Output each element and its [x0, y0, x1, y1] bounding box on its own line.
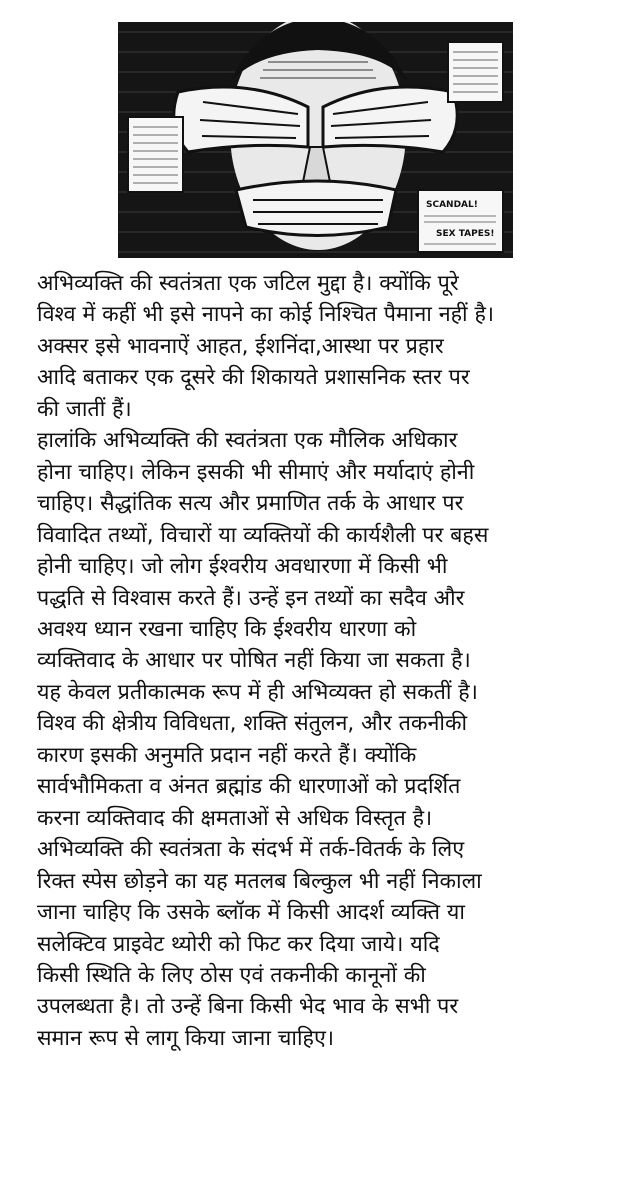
article-line: सार्वभौमिकता व अंनत ब्रह्मांड की धारणाओं को प्रदर्शित — [37, 774, 461, 800]
article-line: सलेक्टिव प्राइवेट थ्योरी को फिट कर दिया जाये। यदि — [37, 931, 440, 957]
article-line: हालांकि अभिव्यक्ति की स्वतंत्रता एक मौलिक अधिकार — [37, 428, 458, 454]
article-line: अक्सर इसे भावनाऐं आहत, ईशनिंदा,आस्था पर प्रहार — [37, 333, 444, 359]
article-line: अवश्य ध्यान रखना चाहिए कि ईश्वरीय धारणा को — [37, 616, 417, 642]
face-covered-by-hands-icon — [118, 22, 513, 258]
article-line: अभिव्यक्ति की स्वतंत्रता एक जटिल मुद्दा है। क्योंकि पूरे — [37, 271, 459, 296]
article-line: उपलब्धता है। तो उन्हें बिना किसी भेद भाव के सभी पर — [37, 994, 459, 1020]
newspaper-headline-2: SEX TAPES! — [436, 229, 495, 239]
article-line: विश्व में कहीं भी इसे नापने का कोई निश्चित पैमाना नहीं है। — [37, 302, 495, 328]
article-line: होनी चाहिए। जो लोग ईश्वरीय अवधारणा में किसी भी — [37, 554, 448, 580]
article-line: यह केवल प्रतीकात्मक रूप में ही अभिव्यक्त हो सकतीं है। — [37, 679, 478, 705]
article-line: चाहिए। सैद्धांतिक सत्य और प्रमाणित तर्क के आधार पर — [37, 491, 464, 517]
article-line: विवादित तथ्यों, विचारों या व्यक्तियों की कार्यशैली पर बहस — [37, 522, 489, 548]
article-line: कारण इसकी अनुमति प्रदान नहीं करते हैं। क्योंकि — [37, 742, 417, 768]
article-line: व्यक्तिवाद के आधार पर पोषित नहीं किया जा सकता है। — [37, 648, 471, 674]
newspaper-headline-1: SCANDAL! — [426, 200, 478, 210]
article-line: रिक्त स्पेस छोड़ने का यह मतलब बिल्कुल भी नहीं निकाला — [37, 868, 482, 894]
article-line: अभिव्यक्ति की स्वतंत्रता के संदर्भ में तर्क-वितर्क के लिए — [37, 837, 465, 863]
censorship-illustration — [118, 22, 513, 258]
article-line: विश्व की क्षेत्रीय विविधता, शक्ति संतुलन, और तकनीकी — [37, 711, 468, 737]
article-line: पद्धति से विश्वास करते हैं। उन्हें इन तथ्यों का सदैव और — [37, 585, 465, 611]
article-line: होना चाहिए। लेकिन इसकी भी सीमाएं और मर्यादाएं होनी — [37, 459, 475, 485]
article-line: आदि बताकर एक दूसरे की शिकायते प्रशासनिक स्तर पर — [37, 365, 470, 391]
article-line: की जातीं हैं। — [37, 396, 132, 422]
article-line: किसी स्थिति के लिए ठोस एवं तकनीकी कानूनों की — [37, 962, 426, 988]
article-line: करना व्यक्तिवाद की क्षमताओं से अधिक विस्तृत है। — [37, 805, 433, 831]
article-body — [37, 268, 607, 1054]
article-line: समान रूप से लागू किया जाना चाहिए। — [37, 1025, 334, 1051]
article-line: जाना चाहिए कि उसके ब्लॉक में किसी आदर्श व्यक्ति या — [37, 900, 465, 926]
